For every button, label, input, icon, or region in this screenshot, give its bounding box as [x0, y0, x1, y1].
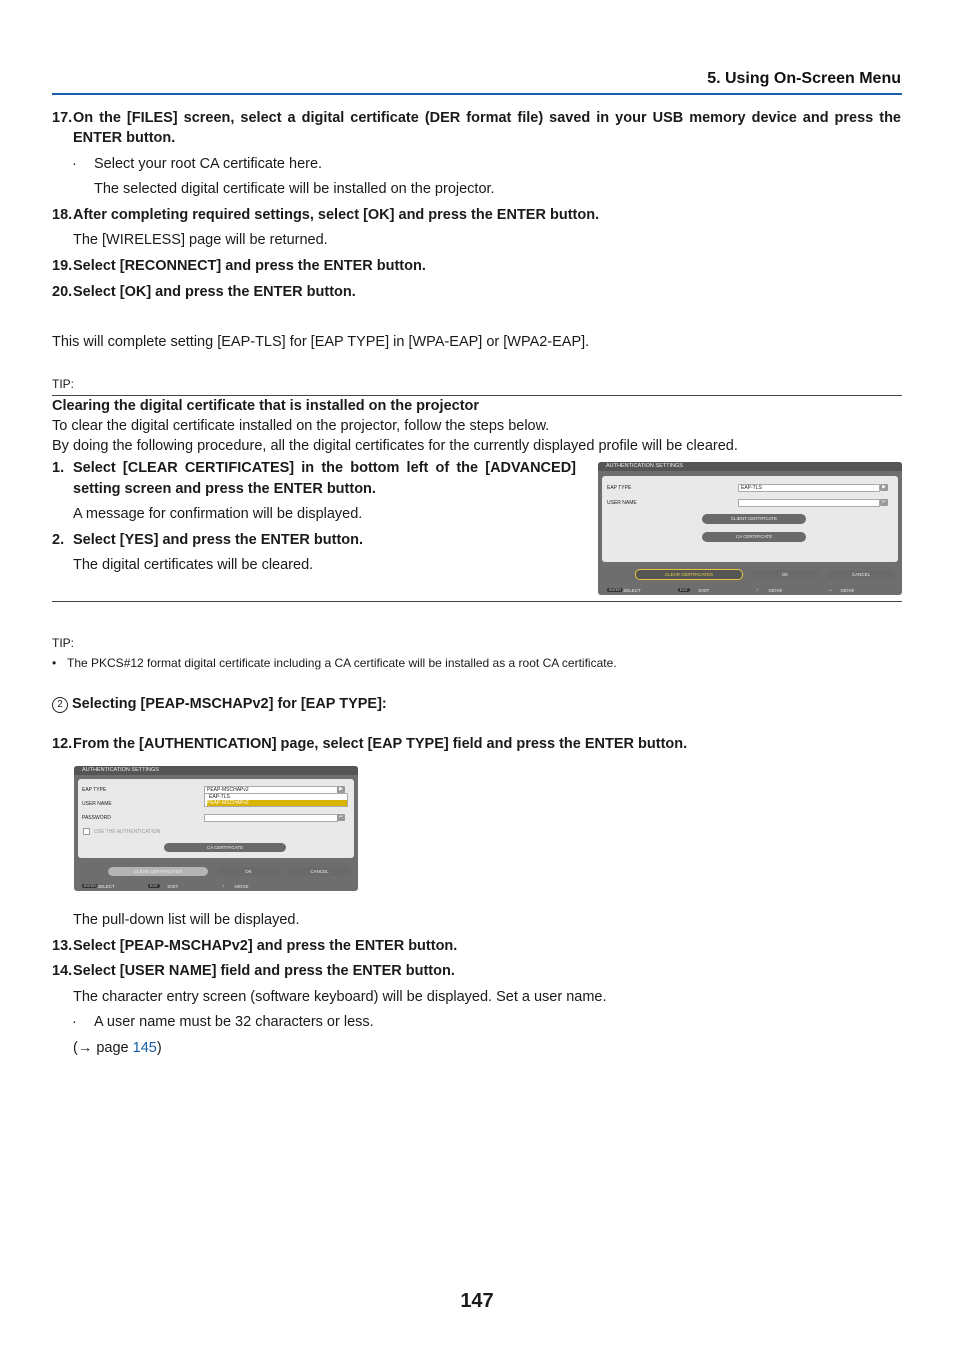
enter-key-icon: ENTER — [84, 884, 96, 888]
page-reference: (→ page 145) — [73, 1040, 162, 1056]
password-label: PASSWORD — [82, 815, 111, 821]
step-17-line2: ENTER button. — [73, 130, 176, 146]
bullet-dot: · — [72, 156, 77, 172]
step-19: Select [RECONNECT] and press the ENTER button. — [73, 258, 426, 274]
bullet-dot: • — [52, 656, 57, 670]
step-number: 14. — [52, 963, 73, 979]
header-rule — [52, 93, 902, 95]
step-number: 1. — [52, 460, 65, 476]
user-name-label: USER NAME — [607, 500, 637, 506]
clear-certificates-button[interactable]: CLEAR CERTIFICATES — [635, 569, 743, 580]
step-13: Select [PEAP-MSCHAPv2] and press the ENTER button. — [73, 938, 458, 954]
step-14: Select [USER NAME] field and press the ENTER button. — [73, 963, 455, 979]
eap-type-field[interactable]: PEAP-MSCHAPv2 — [204, 786, 338, 794]
exit-key-icon: EXIT — [150, 884, 158, 888]
cancel-button[interactable]: CANCEL — [827, 570, 895, 579]
up-down-icon: ↕ — [222, 883, 225, 888]
ok-button[interactable]: OK — [751, 570, 819, 579]
tip-step-2-note: The digital certificates will be cleared. — [73, 557, 314, 573]
checkbox[interactable] — [83, 828, 90, 835]
tip-label: TIP: — [52, 377, 75, 391]
tip-rule-bottom — [52, 601, 902, 602]
ok-button[interactable]: OK — [217, 867, 280, 876]
tip-heading: Clearing the digital certificate that is installed on the projector — [52, 398, 480, 414]
page-number: 147 — [460, 1290, 494, 1312]
user-name-label: USER NAME — [82, 801, 112, 807]
ca-certificate-button[interactable]: CA CERTIFICATE — [702, 532, 806, 542]
screen-title: AUTHENTICATION SETTINGS — [74, 766, 358, 775]
step-number: 13. — [52, 938, 73, 954]
footer-hint: :SELECT — [622, 588, 641, 593]
step-18-note: The [WIRELESS] page will be returned. — [73, 232, 328, 248]
left-right-icon: ↔ — [828, 587, 833, 592]
tip-step-1-note: A message for confirmation will be displayed. — [73, 506, 363, 522]
clear-certificates-button[interactable]: CLEAR CERTIFICATES — [108, 867, 208, 876]
step-18: After completing required settings, select [OK] and press the ENTER button. — [73, 207, 600, 223]
step-number: 18. — [52, 207, 73, 223]
exit-key-icon: EXIT — [680, 588, 688, 592]
ca-certificate-button[interactable]: CA CERTIFICATE — [164, 843, 286, 852]
bullet-dot: · — [72, 1014, 77, 1030]
footer-hint: :MOVE — [840, 588, 855, 593]
step-20: Select [OK] and press the ENTER button. — [73, 284, 356, 300]
pulldown-list[interactable] — [204, 793, 348, 807]
eap-type-label: EAP TYPE — [82, 787, 107, 793]
screen-title: AUTHENTICATION SETTINGS — [598, 462, 902, 471]
section-heading: 2 Selecting [PEAP-MSCHAPv2] for [EAP TYPE]: — [52, 694, 387, 714]
step-12: From the [AUTHENTICATION] page, select [EAP TYPE] field and press the ENTER button. — [73, 736, 688, 752]
eap-type-label: EAP TYPE — [607, 485, 632, 491]
step-number: 19. — [52, 258, 73, 274]
step-number: 2. — [52, 532, 65, 548]
completion-note: This will complete setting [EAP-TLS] for [EAP TYPE] in [WPA-EAP] or [WPA2-EAP]. — [52, 334, 590, 350]
user-name-field[interactable] — [738, 499, 880, 507]
footer-hint: :MOVE — [768, 588, 783, 593]
tip-paragraph: By doing the following procedure, all the digital certificates for the currently displayed profile will be cleared. — [52, 438, 738, 454]
step-number: 17. — [52, 110, 73, 126]
step-14-note: The character entry screen (software keyboard) will be displayed. Set a user name. — [73, 989, 607, 1005]
step-17-note: The selected digital certificate will be installed on the projector. — [94, 181, 495, 197]
keyboard-icon[interactable]: ↵ — [881, 499, 887, 505]
tip-step-2: Select [YES] and press the ENTER button. — [73, 532, 364, 548]
up-down-icon: ↕ — [756, 587, 759, 592]
step-number: 20. — [52, 284, 73, 300]
tip-paragraph: To clear the digital certificate installed on the projector, follow the steps below. — [52, 418, 550, 434]
circled-number: 2 — [52, 697, 68, 713]
page-link[interactable]: 145 — [132, 1040, 157, 1056]
footer-hint: :EXIT — [698, 588, 710, 593]
keyboard-icon[interactable]: ↵ — [338, 814, 344, 820]
password-field[interactable] — [204, 814, 338, 822]
step-17-line1: On the [FILES] screen, select a digital certificate (DER format file) saved in your USB memory device and press the — [73, 110, 901, 126]
use-authentication-label: USE THE AUTHENTICATION — [94, 829, 161, 835]
footer-hint: :MOVE — [234, 884, 249, 889]
list-item-selected[interactable]: PEAP-MSCHAPv2 — [207, 800, 347, 806]
authentication-settings-pulldown-screenshot — [74, 766, 358, 891]
step-14-bullet: A user name must be 32 characters or less. — [94, 1014, 374, 1030]
footer-hint: :EXIT — [167, 884, 179, 889]
cancel-button[interactable]: CANCEL — [288, 867, 351, 876]
chapter-title: 5. Using On-Screen Menu — [707, 70, 901, 87]
eap-type-field[interactable]: EAP-TLS — [738, 484, 880, 492]
dropdown-arrow-icon[interactable]: ▶ — [880, 484, 888, 491]
enter-key-icon: ENTER — [609, 588, 621, 592]
authentication-settings-screenshot — [598, 462, 902, 595]
tip-bullet: The PKCS#12 format digital certificate including a CA certificate will be installed as a root CA certificate. — [67, 656, 617, 670]
pulldown-note: The pull-down list will be displayed. — [73, 912, 300, 928]
tip-step-1-line2: setting screen and press the ENTER button. — [73, 481, 376, 497]
step-17-bullet: Select your root CA certificate here. — [94, 156, 323, 172]
list-item[interactable]: EAP-TLS — [209, 794, 230, 800]
step-number: 12. — [52, 736, 73, 752]
tip-label: TIP: — [52, 636, 75, 650]
dropdown-arrow-icon[interactable]: ▶ — [337, 786, 345, 793]
footer-hint: :SELECT — [96, 884, 115, 889]
tip-step-1-line1: Select [CLEAR CERTIFICATES] in the bottom left of the [ADVANCED] — [73, 460, 576, 476]
client-certificate-button[interactable]: CLIENT CERTIFICATE — [702, 514, 806, 524]
